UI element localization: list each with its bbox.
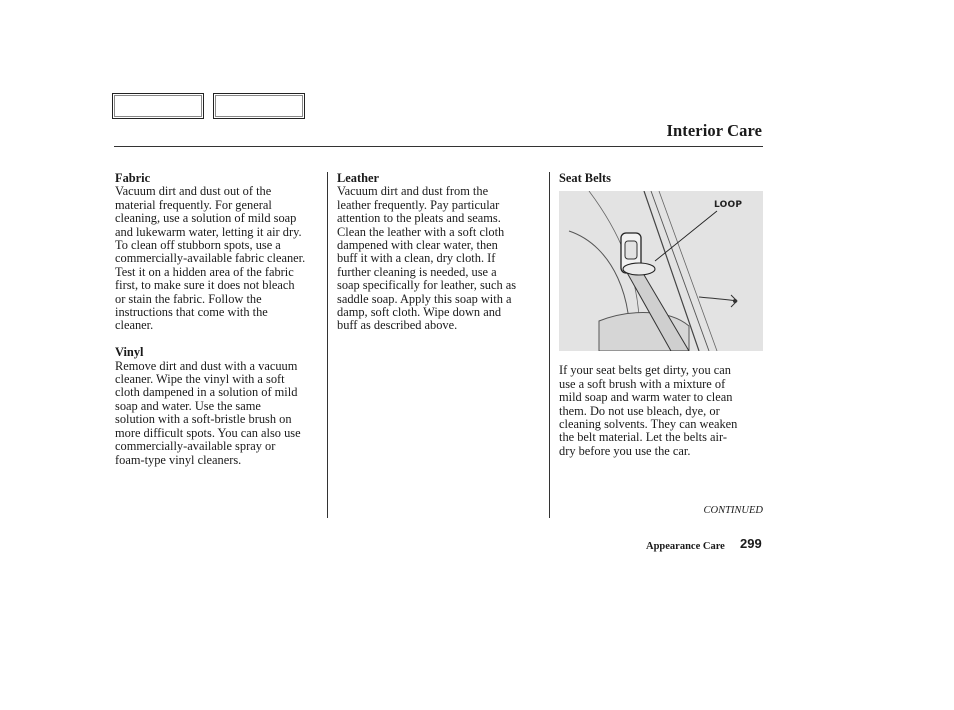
seat-belt-loop-illustration — [559, 191, 763, 351]
text-line: damp, soft cloth. Wipe down and — [337, 305, 502, 320]
vinyl-heading: Vinyl — [115, 345, 144, 360]
text-line: soap and water. Use the same — [115, 398, 261, 413]
text-line: Vacuum dirt and dust from the — [337, 184, 489, 199]
text-line: Test it on a hidden area of the fabric — [115, 264, 294, 279]
text-line: the belt material. Let the belts air- — [559, 430, 727, 445]
fabric-heading: Fabric — [115, 171, 151, 185]
seat-belts-paragraph — [559, 364, 765, 458]
text-line: or stain the fabric. Follow the — [115, 291, 262, 306]
text-line: soap specifically for leather, such as — [337, 278, 517, 293]
column-leather — [337, 172, 543, 333]
text-line: first, to make sure it does not bleach — [115, 278, 295, 293]
footer-section-name: Appearance Care — [646, 541, 725, 552]
title-divider — [114, 146, 763, 147]
column-seat-belts — [559, 172, 765, 458]
text-line: Remove dirt and dust with a vacuum — [115, 358, 298, 373]
seat-belts-heading: Seat Belts — [559, 171, 611, 185]
text-line: material frequently. For general — [115, 197, 272, 212]
column-divider — [327, 172, 328, 518]
fabric-paragraph — [115, 185, 325, 332]
text-line: use a soft brush with a mixture of — [559, 376, 726, 391]
column-divider — [549, 172, 550, 518]
text-line: dry before you use the car. — [559, 443, 691, 458]
seat-belt-drawing — [559, 191, 763, 351]
text-line: If your seat belts get dirty, you can — [559, 363, 731, 378]
text-line: them. Do not use bleach, dye, or — [559, 403, 720, 418]
continued-note: CONTINUED — [703, 505, 763, 516]
text-line: Clean the leather with a soft cloth — [337, 224, 505, 239]
text-line: cleaner. Wipe the vinyl with a soft — [115, 372, 285, 387]
text-line: saddle soap. Apply this soap with a — [337, 291, 512, 306]
previous-page-button[interactable] — [112, 93, 204, 119]
page-number: 299 — [740, 536, 762, 551]
text-line: cleaner. — [115, 318, 154, 333]
text-line: To clean off stubborn spots, use a — [115, 238, 281, 253]
leather-heading: Leather — [337, 171, 379, 185]
next-page-button[interactable] — [213, 93, 305, 119]
text-line: attention to the pleats and seams. — [337, 211, 501, 226]
text-line: further cleaning is needed, use a — [337, 264, 497, 279]
text-line: more difficult spots. You can also use — [115, 425, 301, 440]
text-line: Vacuum dirt and dust out of the — [115, 184, 272, 199]
text-line: dampened with clear water, then — [337, 238, 498, 253]
text-line: and lukewarm water, letting it air dry. — [115, 224, 302, 239]
text-line: instructions that come with the — [115, 305, 268, 320]
text-line: cloth dampened in a solution of mild — [115, 385, 298, 400]
column-fabric-vinyl — [115, 172, 325, 467]
text-line: solution with a soft-bristle brush on — [115, 412, 292, 427]
text-line: mild soap and warm water to clean — [559, 390, 733, 405]
text-line: foam-type vinyl cleaners. — [115, 452, 242, 467]
leather-paragraph — [337, 185, 543, 332]
text-line: leather frequently. Pay particular — [337, 197, 500, 212]
text-line: cleaning, use a solution of mild soap — [115, 211, 297, 226]
page-title: Interior Care — [666, 121, 762, 140]
loop-callout-label: LOOP — [714, 200, 743, 211]
text-line: buff it with a clean, dry cloth. If — [337, 251, 496, 266]
vinyl-paragraph — [115, 360, 325, 467]
text-line: commercially-available fabric cleaner. — [115, 251, 306, 266]
text-line: cleaning solvents. They can weaken — [559, 417, 738, 432]
text-line: buff as described above. — [337, 318, 458, 333]
text-line: commercially-available spray or — [115, 439, 276, 454]
